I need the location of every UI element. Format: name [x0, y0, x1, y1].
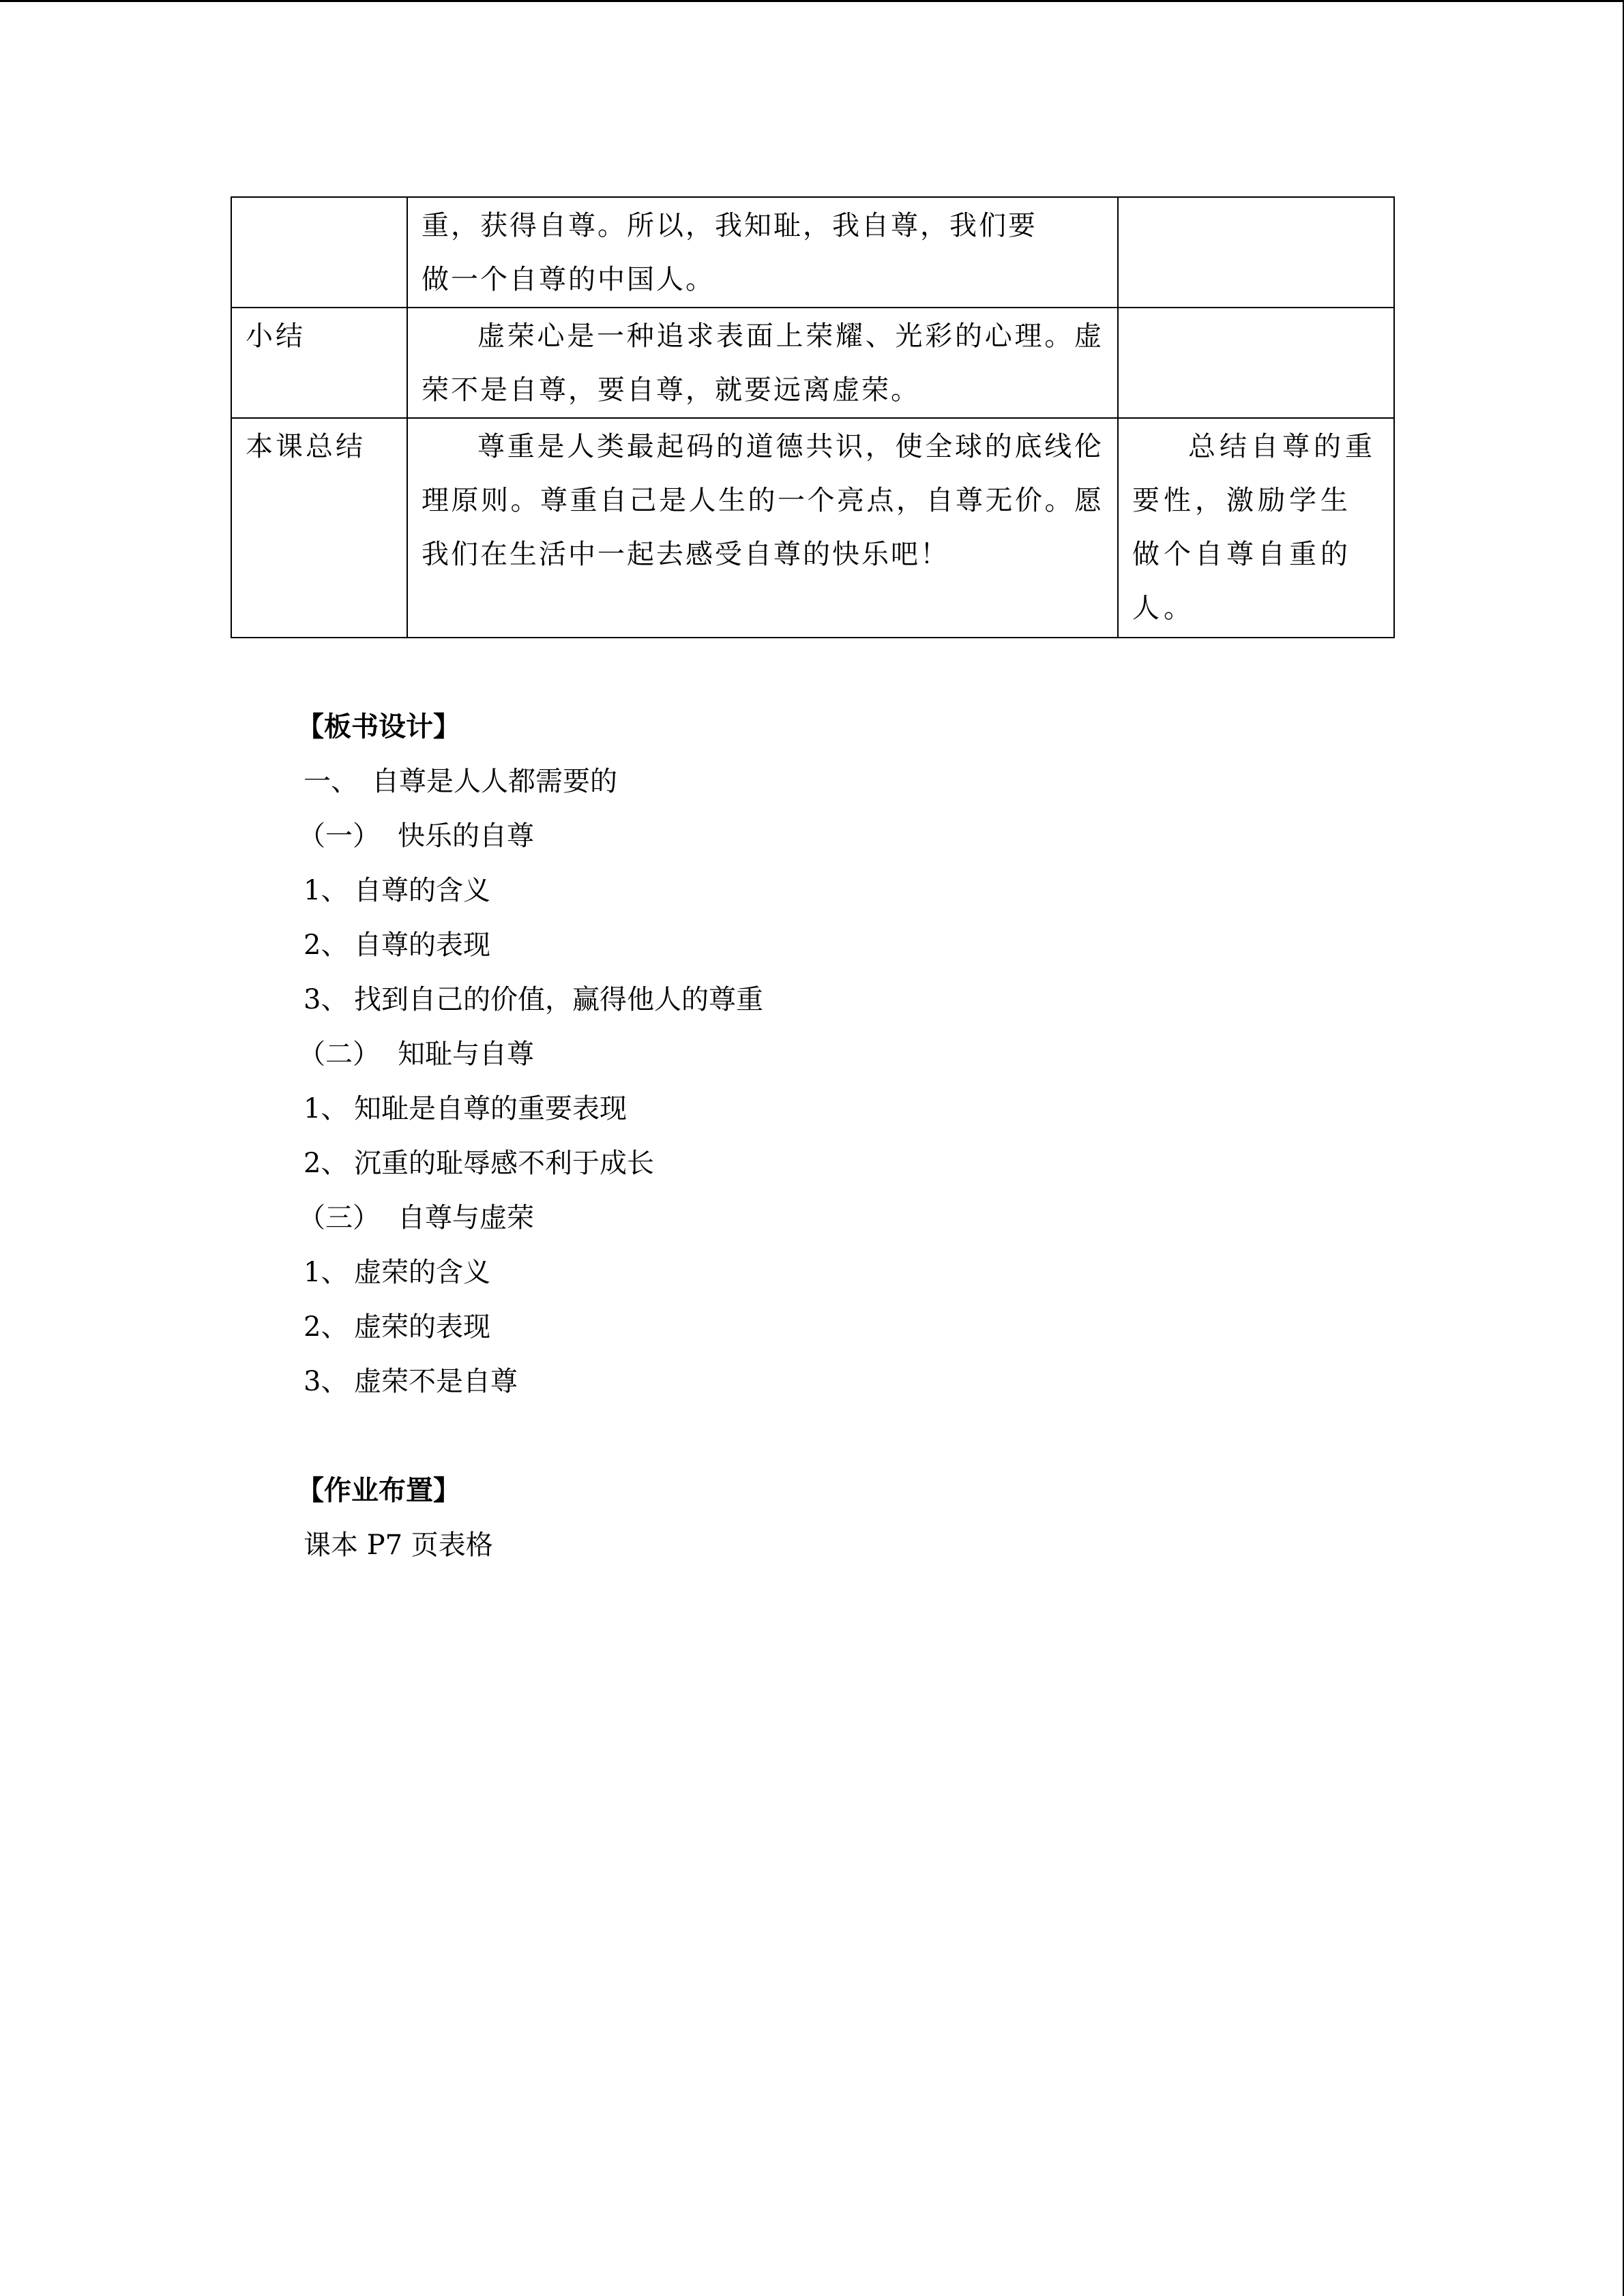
homework-title: 【作业布置】	[297, 1474, 460, 1506]
outline-text: 知耻是自尊的重要表现	[354, 1093, 627, 1124]
outline-text: 自尊是人人都需要的	[372, 766, 617, 797]
note-cell	[1118, 197, 1394, 308]
board-outline-item	[298, 809, 763, 863]
outline-text: 虚荣不是自尊	[354, 1366, 518, 1397]
table-row	[231, 197, 1394, 308]
stage-cell	[231, 197, 407, 308]
board-outline-item	[298, 1191, 763, 1245]
outline-marker: 1、	[304, 875, 349, 906]
outline-text: 找到自己的价值，赢得他人的尊重	[354, 984, 763, 1015]
board-outline-item	[298, 1027, 763, 1082]
outline-marker: 3、	[304, 1366, 349, 1397]
outline-text: 自尊与虚荣	[398, 1202, 534, 1234]
content-line: 做一个自尊的中国人。	[422, 264, 715, 295]
stage-cell: 小结	[231, 308, 407, 418]
board-outline-item	[304, 863, 763, 918]
note-cell	[1118, 308, 1394, 418]
outline-text: 虚荣的含义	[354, 1257, 490, 1288]
table-row	[231, 308, 1394, 418]
outline-text: 自尊的表现	[354, 929, 490, 961]
board-outline-item	[304, 1354, 763, 1409]
outline-marker: （一）	[298, 820, 380, 852]
content-cell	[407, 308, 1118, 418]
page-top-border	[0, 0, 1624, 2]
outline-marker: （三）	[298, 1202, 380, 1234]
stage-cell: 本课总结	[231, 418, 407, 638]
homework-text: 课本 P7 页表格	[304, 1530, 493, 1561]
content-paragraph: 虚荣心是一种追求表面上荣耀、光彩的心理。虚荣不是自尊，要自尊，就要远离虚荣。	[422, 320, 1104, 406]
outline-marker: 2、	[304, 929, 349, 961]
outline-marker: 1、	[304, 1257, 349, 1288]
board-outline-item	[304, 1082, 763, 1136]
outline-marker: 2、	[304, 1148, 349, 1179]
board-outline-item	[304, 1300, 763, 1354]
board-outline-item	[304, 918, 763, 972]
note-cell	[1118, 418, 1394, 638]
content-line: 重，获得自尊。所以，我知耻，我自尊，我们要	[422, 210, 1037, 241]
board-outline-item	[304, 754, 763, 809]
lesson-table	[231, 196, 1395, 638]
outline-text: 知耻与自尊	[398, 1039, 534, 1070]
content-cell	[407, 197, 1118, 308]
board-design-title: 【板书设计】	[297, 711, 460, 743]
outline-marker: 1、	[304, 1093, 349, 1124]
board-outline-item	[304, 1245, 763, 1300]
board-design-section	[297, 700, 763, 1409]
outline-marker: 3、	[304, 984, 349, 1015]
outline-text: 自尊的含义	[354, 875, 490, 906]
table-row	[231, 418, 1394, 638]
board-outline	[298, 754, 763, 1409]
outline-marker: 2、	[304, 1311, 349, 1343]
content-cell	[407, 418, 1118, 638]
note-text: 总结自尊的重要性，激励学生做个自尊自重的人。	[1132, 431, 1376, 624]
content-paragraph: 尊重是人类最起码的道德共识，使全球的底线伦理原则。尊重自己是人生的一个亮点，自尊无价。愿我们在生活中一起去感受自尊的快乐吧！	[422, 431, 1104, 570]
outline-text: 快乐的自尊	[398, 820, 534, 852]
board-outline-item	[304, 972, 763, 1027]
outline-text: 虚荣的表现	[354, 1311, 490, 1343]
board-outline-item	[304, 1136, 763, 1191]
outline-text: 沉重的耻辱感不利于成长	[354, 1148, 654, 1179]
outline-marker: 一、	[304, 766, 358, 797]
homework-section	[297, 1463, 493, 1572]
outline-marker: （二）	[298, 1039, 380, 1070]
